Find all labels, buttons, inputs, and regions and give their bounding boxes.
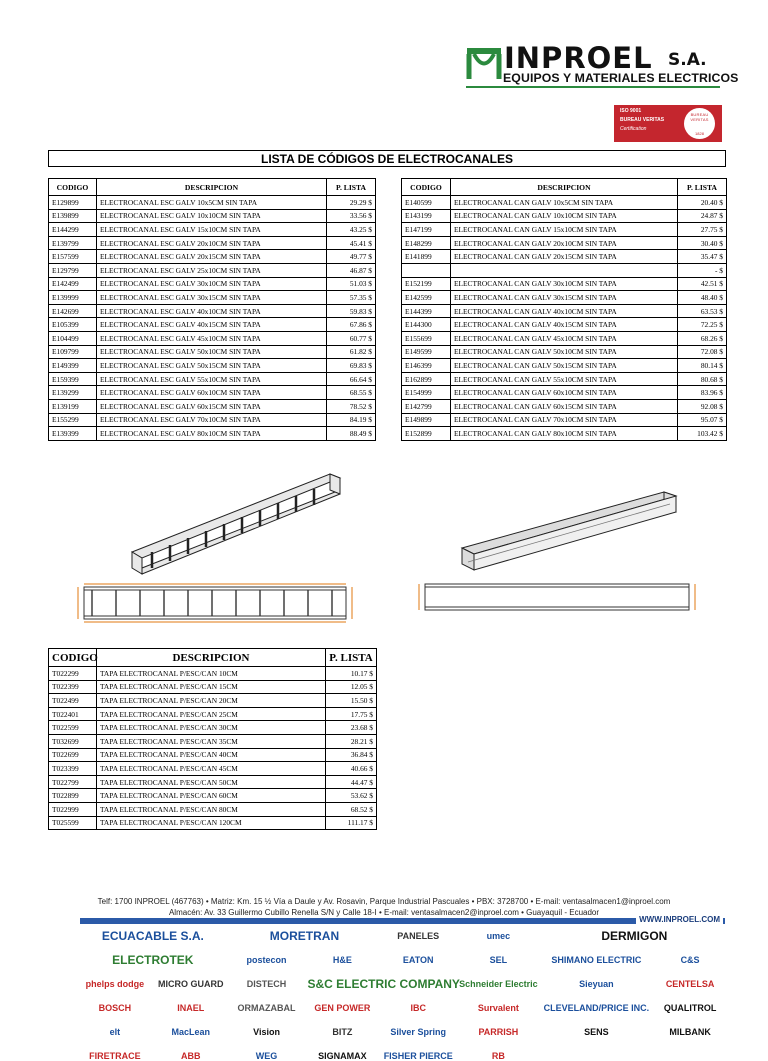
table-row: [402, 399, 727, 413]
cell-description: ELECTROCANAL CAN GALV 40x15CM SIN TAPA: [451, 318, 678, 332]
cell-code: T022599: [49, 721, 97, 735]
table-row: [49, 802, 377, 816]
cell-price: 68.52 $: [326, 802, 377, 816]
table-header-row: [49, 179, 376, 196]
cell-price: 35.47 $: [678, 250, 727, 264]
cell-code: E148299: [402, 236, 451, 250]
company-tagline: EQUIPOS Y MATERIALES ELECTRICOS: [503, 71, 739, 85]
cell-price: 103.42 $: [678, 427, 727, 441]
col-header-description: DESCRIPCION: [451, 179, 678, 196]
col-header-code: CODIGO: [402, 179, 451, 196]
table-row: [402, 386, 727, 400]
cell-code: T022499: [49, 694, 97, 708]
cell-price: - $: [678, 263, 727, 277]
cell-description: ELECTROCANAL ESC GALV 60x10CM SIN TAPA: [97, 386, 327, 400]
table-row: [49, 680, 377, 694]
table-row: [49, 721, 377, 735]
table-body: [402, 196, 727, 441]
cell-price: 59.83 $: [327, 304, 376, 318]
cell-price: 78.52 $: [327, 399, 376, 413]
cell-code: E141899: [402, 250, 451, 264]
table-row: [49, 816, 377, 830]
cell-code: E155299: [49, 413, 97, 427]
cell-description: ELECTROCANAL CAN GALV 55x10CM SIN TAPA: [451, 372, 678, 386]
company-name: INPROEL: [504, 41, 653, 75]
footer-web-bar: [80, 918, 725, 924]
brand-logo: MORETRAN: [269, 929, 340, 943]
cell-code: E140599: [402, 196, 451, 210]
brand-logos-grid: [80, 926, 725, 1061]
cell-description: ELECTROCANAL CAN GALV 30x15CM SIN TAPA: [451, 291, 678, 305]
document-title: LISTA DE CÓDIGOS DE ELECTROCANALES: [48, 150, 726, 167]
cell-price: 92.08 $: [678, 399, 727, 413]
covers-table: [48, 648, 377, 830]
ladder-tray-plan-drawing: [76, 583, 354, 623]
table-row: [402, 196, 727, 210]
table-row: [49, 386, 376, 400]
table-row: [49, 331, 376, 345]
table-row: [49, 263, 376, 277]
cell-description: TAPA ELECTROCANAL P/ESC/CAN 45CM: [97, 762, 326, 776]
table-row: [402, 223, 727, 237]
channel-tray-perspective-drawing: [458, 486, 680, 572]
brand-logo: CENTELSA: [665, 979, 715, 989]
table-row: [402, 359, 727, 373]
table-row: [402, 291, 727, 305]
table-body: [49, 196, 376, 441]
cell-code: E159399: [49, 372, 97, 386]
brand-logo: PARRISH: [478, 1027, 519, 1037]
brand-logo: Schneider Electric: [459, 979, 538, 989]
cell-price: 72.25 $: [678, 318, 727, 332]
cell-price: 53.62 $: [326, 789, 377, 803]
cell-price: 23.68 $: [326, 721, 377, 735]
cell-description: ELECTROCANAL CAN GALV 60x15CM SIN TAPA: [451, 399, 678, 413]
cell-code: E152199: [402, 277, 451, 291]
table-row: [49, 304, 376, 318]
cell-description: ELECTROCANAL ESC GALV 10x10CM SIN TAPA: [97, 209, 327, 223]
cell-description: ELECTROCANAL ESC GALV 20x10CM SIN TAPA: [97, 236, 327, 250]
brand-logo: MICRO GUARD: [157, 979, 224, 989]
table-row: [402, 250, 727, 264]
cell-code: E139799: [49, 236, 97, 250]
brand-logo: Vision: [253, 1027, 280, 1037]
brand-logo: phelps dodge: [85, 979, 145, 989]
cell-description: ELECTROCANAL CAN GALV 40x10CM SIN TAPA: [451, 304, 678, 318]
cell-code: E144299: [49, 223, 97, 237]
table-row: [49, 250, 376, 264]
cell-code: E157599: [49, 250, 97, 264]
cell-description: TAPA ELECTROCANAL P/ESC/CAN 25CM: [97, 707, 326, 721]
brand-logo: MacLean: [171, 1027, 210, 1037]
cell-code: E129899: [49, 196, 97, 210]
brand-logo: DISTECH: [246, 979, 287, 989]
brand-logo: DERMIGON: [601, 929, 668, 943]
cell-description: TAPA ELECTROCANAL P/ESC/CAN 50CM: [97, 775, 326, 789]
cell-description: ELECTROCANAL ESC GALV 30x10CM SIN TAPA: [97, 277, 327, 291]
cell-price: 69.83 $: [327, 359, 376, 373]
cell-code: E139899: [49, 209, 97, 223]
seal-year: 1828: [695, 131, 704, 136]
cell-price: 33.56 $: [327, 209, 376, 223]
brand-logo: elt: [109, 1027, 121, 1037]
company-suffix: S.A.: [668, 50, 707, 70]
col-header-description: DESCRIPCION: [97, 179, 327, 196]
cell-code: E143199: [402, 209, 451, 223]
cell-description: ELECTROCANAL CAN GALV 15x10CM SIN TAPA: [451, 223, 678, 237]
cell-code: T022299: [49, 667, 97, 681]
cell-price: 66.64 $: [327, 372, 376, 386]
table-row: [402, 263, 727, 277]
brand-logo: SENS: [584, 1027, 609, 1037]
table-row: [49, 748, 377, 762]
cell-code: T022699: [49, 748, 97, 762]
col-header-description: DESCRIPCION: [97, 649, 326, 667]
cell-code: E146399: [402, 359, 451, 373]
cell-price: 29.29 $: [327, 196, 376, 210]
brand-logo: CLEVELAND/PRICE INC.: [543, 1003, 650, 1013]
cell-code: T022401: [49, 707, 97, 721]
table-row: [49, 223, 376, 237]
table-header-row: [402, 179, 727, 196]
cell-code: E147199: [402, 223, 451, 237]
brand-logo: C&S: [680, 955, 700, 965]
footer-contact-line: Telf: 1700 INPROEL (467763) • Matriz: Km. 15 ½ Vía a Daule y Av. Rosavin, Parque Industrial Pascuales • PBX: 3728700 • E-mail: ventasalmacen1@inproel.com: [97, 897, 671, 906]
cell-description: ELECTROCANAL CAN GALV 70x10CM SIN TAPA: [451, 413, 678, 427]
seal-text: BUREAU VERITAS: [690, 112, 709, 122]
table-row: [49, 413, 376, 427]
cell-description: ELECTROCANAL ESC GALV 20x15CM SIN TAPA: [97, 250, 327, 264]
cell-description: ELECTROCANAL CAN GALV 20x15CM SIN TAPA: [451, 250, 678, 264]
brand-logo: umec: [486, 931, 511, 941]
cell-code: T032699: [49, 734, 97, 748]
brand-logo: H&E: [332, 955, 352, 965]
cell-price: 28.21 $: [326, 734, 377, 748]
cell-description: ELECTROCANAL ESC GALV 30x15CM SIN TAPA: [97, 291, 327, 305]
cell-price: 72.08 $: [678, 345, 727, 359]
cell-description: ELECTROCANAL CAN GALV 10x5CM SIN TAPA: [451, 196, 678, 210]
cell-price: 88.49 $: [327, 427, 376, 441]
table-row: [49, 196, 376, 210]
cell-price: 68.55 $: [327, 386, 376, 400]
col-header-price: P. LISTA: [326, 649, 377, 667]
cell-description: ELECTROCANAL ESC GALV 40x10CM SIN TAPA: [97, 304, 327, 318]
brand-logo: MILBANK: [669, 1027, 711, 1037]
cell-price: 80.14 $: [678, 359, 727, 373]
cell-code: E144300: [402, 318, 451, 332]
brand-logo: ABB: [180, 1051, 201, 1061]
brand-logo: SEL: [489, 955, 508, 965]
cell-price: 17.75 $: [326, 707, 377, 721]
cell-code: E142599: [402, 291, 451, 305]
cell-description: TAPA ELECTROCANAL P/ESC/CAN 30CM: [97, 721, 326, 735]
cell-description: TAPA ELECTROCANAL P/ESC/CAN 15CM: [97, 680, 326, 694]
brand-logo: ECUACABLE S.A.: [101, 929, 204, 943]
table-row: [49, 277, 376, 291]
cell-price: 61.82 $: [327, 345, 376, 359]
table-row: [49, 209, 376, 223]
table-row: [402, 331, 727, 345]
brand-logo: S&C ELECTRIC COMPANY: [307, 977, 460, 991]
brand-logo: FIRETRACE: [89, 1051, 141, 1061]
table-row: [402, 345, 727, 359]
table-row: [49, 345, 376, 359]
cell-code: E139999: [49, 291, 97, 305]
cell-price: 57.35 $: [327, 291, 376, 305]
cert-body: BUREAU VERITAS: [620, 117, 665, 123]
cell-code: E139299: [49, 386, 97, 400]
cell-code: E144399: [402, 304, 451, 318]
cell-price: 40.66 $: [326, 762, 377, 776]
brand-logo: BOSCH: [98, 1003, 132, 1013]
cell-description: ELECTROCANAL ESC GALV 60x15CM SIN TAPA: [97, 399, 327, 413]
cell-description: ELECTROCANAL ESC GALV 15x10CM SIN TAPA: [97, 223, 327, 237]
cell-code: E149899: [402, 413, 451, 427]
cell-code: E152899: [402, 427, 451, 441]
channel-tray-plan-drawing: [416, 582, 698, 612]
cell-code: E104499: [49, 331, 97, 345]
table-row: [402, 304, 727, 318]
cell-price: 44.47 $: [326, 775, 377, 789]
cell-description: ELECTROCANAL ESC GALV 40x15CM SIN TAPA: [97, 318, 327, 332]
table-row: [49, 694, 377, 708]
logo-underline: [466, 86, 720, 88]
cell-description: ELECTROCANAL CAN GALV 30x10CM SIN TAPA: [451, 277, 678, 291]
cell-code: E139399: [49, 427, 97, 441]
cell-price: 48.40 $: [678, 291, 727, 305]
table-row: [49, 236, 376, 250]
table-row: [49, 359, 376, 373]
cell-code: E129799: [49, 263, 97, 277]
bureau-veritas-seal-icon: [684, 108, 715, 139]
website-link[interactable]: WWW.INPROEL.COM: [636, 915, 723, 924]
table-row: [49, 399, 376, 413]
cert-iso: ISO 9001: [620, 108, 642, 114]
ladder-tray-perspective-drawing: [130, 466, 342, 580]
cell-code: E142799: [402, 399, 451, 413]
table-header-row: [49, 649, 377, 667]
col-header-price: P. LISTA: [327, 179, 376, 196]
cell-price: 67.86 $: [327, 318, 376, 332]
cell-price: 84.19 $: [327, 413, 376, 427]
cell-code: E162899: [402, 372, 451, 386]
cell-price: 49.77 $: [327, 250, 376, 264]
cell-description: ELECTROCANAL ESC GALV 45x10CM SIN TAPA: [97, 331, 327, 345]
brand-logo: ORMAZABAL: [237, 1003, 296, 1013]
cell-description: ELECTROCANAL CAN GALV 60x10CM SIN TAPA: [451, 386, 678, 400]
table-row: [49, 427, 376, 441]
cell-price: 36.84 $: [326, 748, 377, 762]
brand-logo: GEN POWER: [314, 1003, 371, 1013]
ladder-tray-table: [48, 178, 376, 441]
cell-price: 24.87 $: [678, 209, 727, 223]
brand-logo: SHIMANO ELECTRIC: [551, 955, 642, 965]
cell-price: 15.50 $: [326, 694, 377, 708]
cell-description: ELECTROCANAL CAN GALV 10x10CM SIN TAPA: [451, 209, 678, 223]
cell-description: ELECTROCANAL CAN GALV 50x10CM SIN TAPA: [451, 345, 678, 359]
cell-description: ELECTROCANAL CAN GALV 45x10CM SIN TAPA: [451, 331, 678, 345]
cell-code: E109799: [49, 345, 97, 359]
table-row: [49, 667, 377, 681]
brand-logo: QUALITROL: [663, 1003, 717, 1013]
cell-price: 27.75 $: [678, 223, 727, 237]
cell-description: ELECTROCANAL CAN GALV 50x15CM SIN TAPA: [451, 359, 678, 373]
cell-code: T023399: [49, 762, 97, 776]
cell-code: E142699: [49, 304, 97, 318]
table-row: [49, 372, 376, 386]
cert-label: Certification: [620, 126, 647, 132]
table-row: [402, 372, 727, 386]
cell-price: 60.77 $: [327, 331, 376, 345]
cell-code: E142499: [49, 277, 97, 291]
brand-logo: postecon: [246, 955, 287, 965]
table-row: [49, 775, 377, 789]
cell-price: 42.51 $: [678, 277, 727, 291]
cell-description: ELECTROCANAL ESC GALV 25x10CM SIN TAPA: [97, 263, 327, 277]
cell-description: TAPA ELECTROCANAL P/ESC/CAN 80CM: [97, 802, 326, 816]
table-row: [402, 236, 727, 250]
cell-code: E149399: [49, 359, 97, 373]
cell-price: 30.40 $: [678, 236, 727, 250]
table-row: [402, 318, 727, 332]
cell-description: TAPA ELECTROCANAL P/ESC/CAN 120CM: [97, 816, 326, 830]
cell-description: ELECTROCANAL CAN GALV 20x10CM SIN TAPA: [451, 236, 678, 250]
cell-description: ELECTROCANAL ESC GALV 55x10CM SIN TAPA: [97, 372, 327, 386]
cell-description: TAPA ELECTROCANAL P/ESC/CAN 40CM: [97, 748, 326, 762]
brand-logo: RB: [491, 1051, 505, 1061]
cell-code: T025599: [49, 816, 97, 830]
col-header-price: P. LISTA: [678, 179, 727, 196]
brand-logo: FISHER PIERCE: [383, 1051, 453, 1061]
cell-description: TAPA ELECTROCANAL P/ESC/CAN 20CM: [97, 694, 326, 708]
cell-price: 83.96 $: [678, 386, 727, 400]
table-row: [49, 789, 377, 803]
table-body: [49, 667, 377, 830]
brand-logo: WEG: [255, 1051, 278, 1061]
table-row: [402, 277, 727, 291]
brand-logo: Sieyuan: [579, 979, 614, 989]
cell-description: [451, 263, 678, 277]
cell-code: T022999: [49, 802, 97, 816]
cell-price: 20.40 $: [678, 196, 727, 210]
brand-logo: BITZ: [332, 1027, 353, 1037]
iso-certification-badge: [614, 105, 722, 142]
cell-code: T022399: [49, 680, 97, 694]
cell-price: 51.03 $: [327, 277, 376, 291]
cell-price: 10.17 $: [326, 667, 377, 681]
cell-price: 43.25 $: [327, 223, 376, 237]
brand-logo: Survalent: [477, 1003, 519, 1013]
cell-price: 111.17 $: [326, 816, 377, 830]
table-row: [402, 209, 727, 223]
brand-logo: PANELES: [397, 931, 440, 941]
channel-tray-table: [401, 178, 727, 441]
table-row: [49, 762, 377, 776]
cell-code: E149599: [402, 345, 451, 359]
table-row: [49, 707, 377, 721]
table-row: [49, 291, 376, 305]
table-row: [49, 318, 376, 332]
table-row: [402, 427, 727, 441]
cell-description: TAPA ELECTROCANAL P/ESC/CAN 10CM: [97, 667, 326, 681]
cell-description: ELECTROCANAL ESC GALV 70x10CM SIN TAPA: [97, 413, 327, 427]
cell-price: 46.87 $: [327, 263, 376, 277]
col-header-code: CODIGO: [49, 179, 97, 196]
cell-price: 80.68 $: [678, 372, 727, 386]
cell-description: TAPA ELECTROCANAL P/ESC/CAN 60CM: [97, 789, 326, 803]
cell-code: T022799: [49, 775, 97, 789]
cell-price: 68.26 $: [678, 331, 727, 345]
cell-description: ELECTROCANAL CAN GALV 80x10CM SIN TAPA: [451, 427, 678, 441]
cell-price: 95.07 $: [678, 413, 727, 427]
brand-logo: INAEL: [177, 1003, 205, 1013]
brand-logo: ELECTROTEK: [112, 953, 194, 967]
cell-price: 63.53 $: [678, 304, 727, 318]
cell-description: ELECTROCANAL ESC GALV 80x10CM SIN TAPA: [97, 427, 327, 441]
brand-logo: SIGNAMAX: [318, 1051, 367, 1061]
cell-description: TAPA ELECTROCANAL P/ESC/CAN 35CM: [97, 734, 326, 748]
cell-description: ELECTROCANAL ESC GALV 50x15CM SIN TAPA: [97, 359, 327, 373]
cell-description: ELECTROCANAL ESC GALV 50x10CM SIN TAPA: [97, 345, 327, 359]
brand-logo: IBC: [410, 1003, 426, 1013]
cell-code: E139199: [49, 399, 97, 413]
cell-code: T022899: [49, 789, 97, 803]
col-header-code: CODIGO: [49, 649, 97, 667]
cell-code: E154999: [402, 386, 451, 400]
footer-address-line: Almacén: Av. 33 Guillermo Cubillo Renella S/N y Calle 18-I • E-mail: ventasalmacen2@inproel.com • Guayaquil - Ecuador: [168, 908, 600, 917]
cell-code: E155699: [402, 331, 451, 345]
brand-logo: EATON: [402, 955, 434, 965]
table-row: [402, 413, 727, 427]
cell-code: E105399: [49, 318, 97, 332]
cell-price: 45.41 $: [327, 236, 376, 250]
cell-price: 12.05 $: [326, 680, 377, 694]
table-row: [49, 734, 377, 748]
brand-logo: Silver Spring: [390, 1027, 446, 1037]
cell-description: ELECTROCANAL ESC GALV 10x5CM SIN TAPA: [97, 196, 327, 210]
cell-code: [402, 263, 451, 277]
inproel-logo-icon: [466, 45, 502, 81]
